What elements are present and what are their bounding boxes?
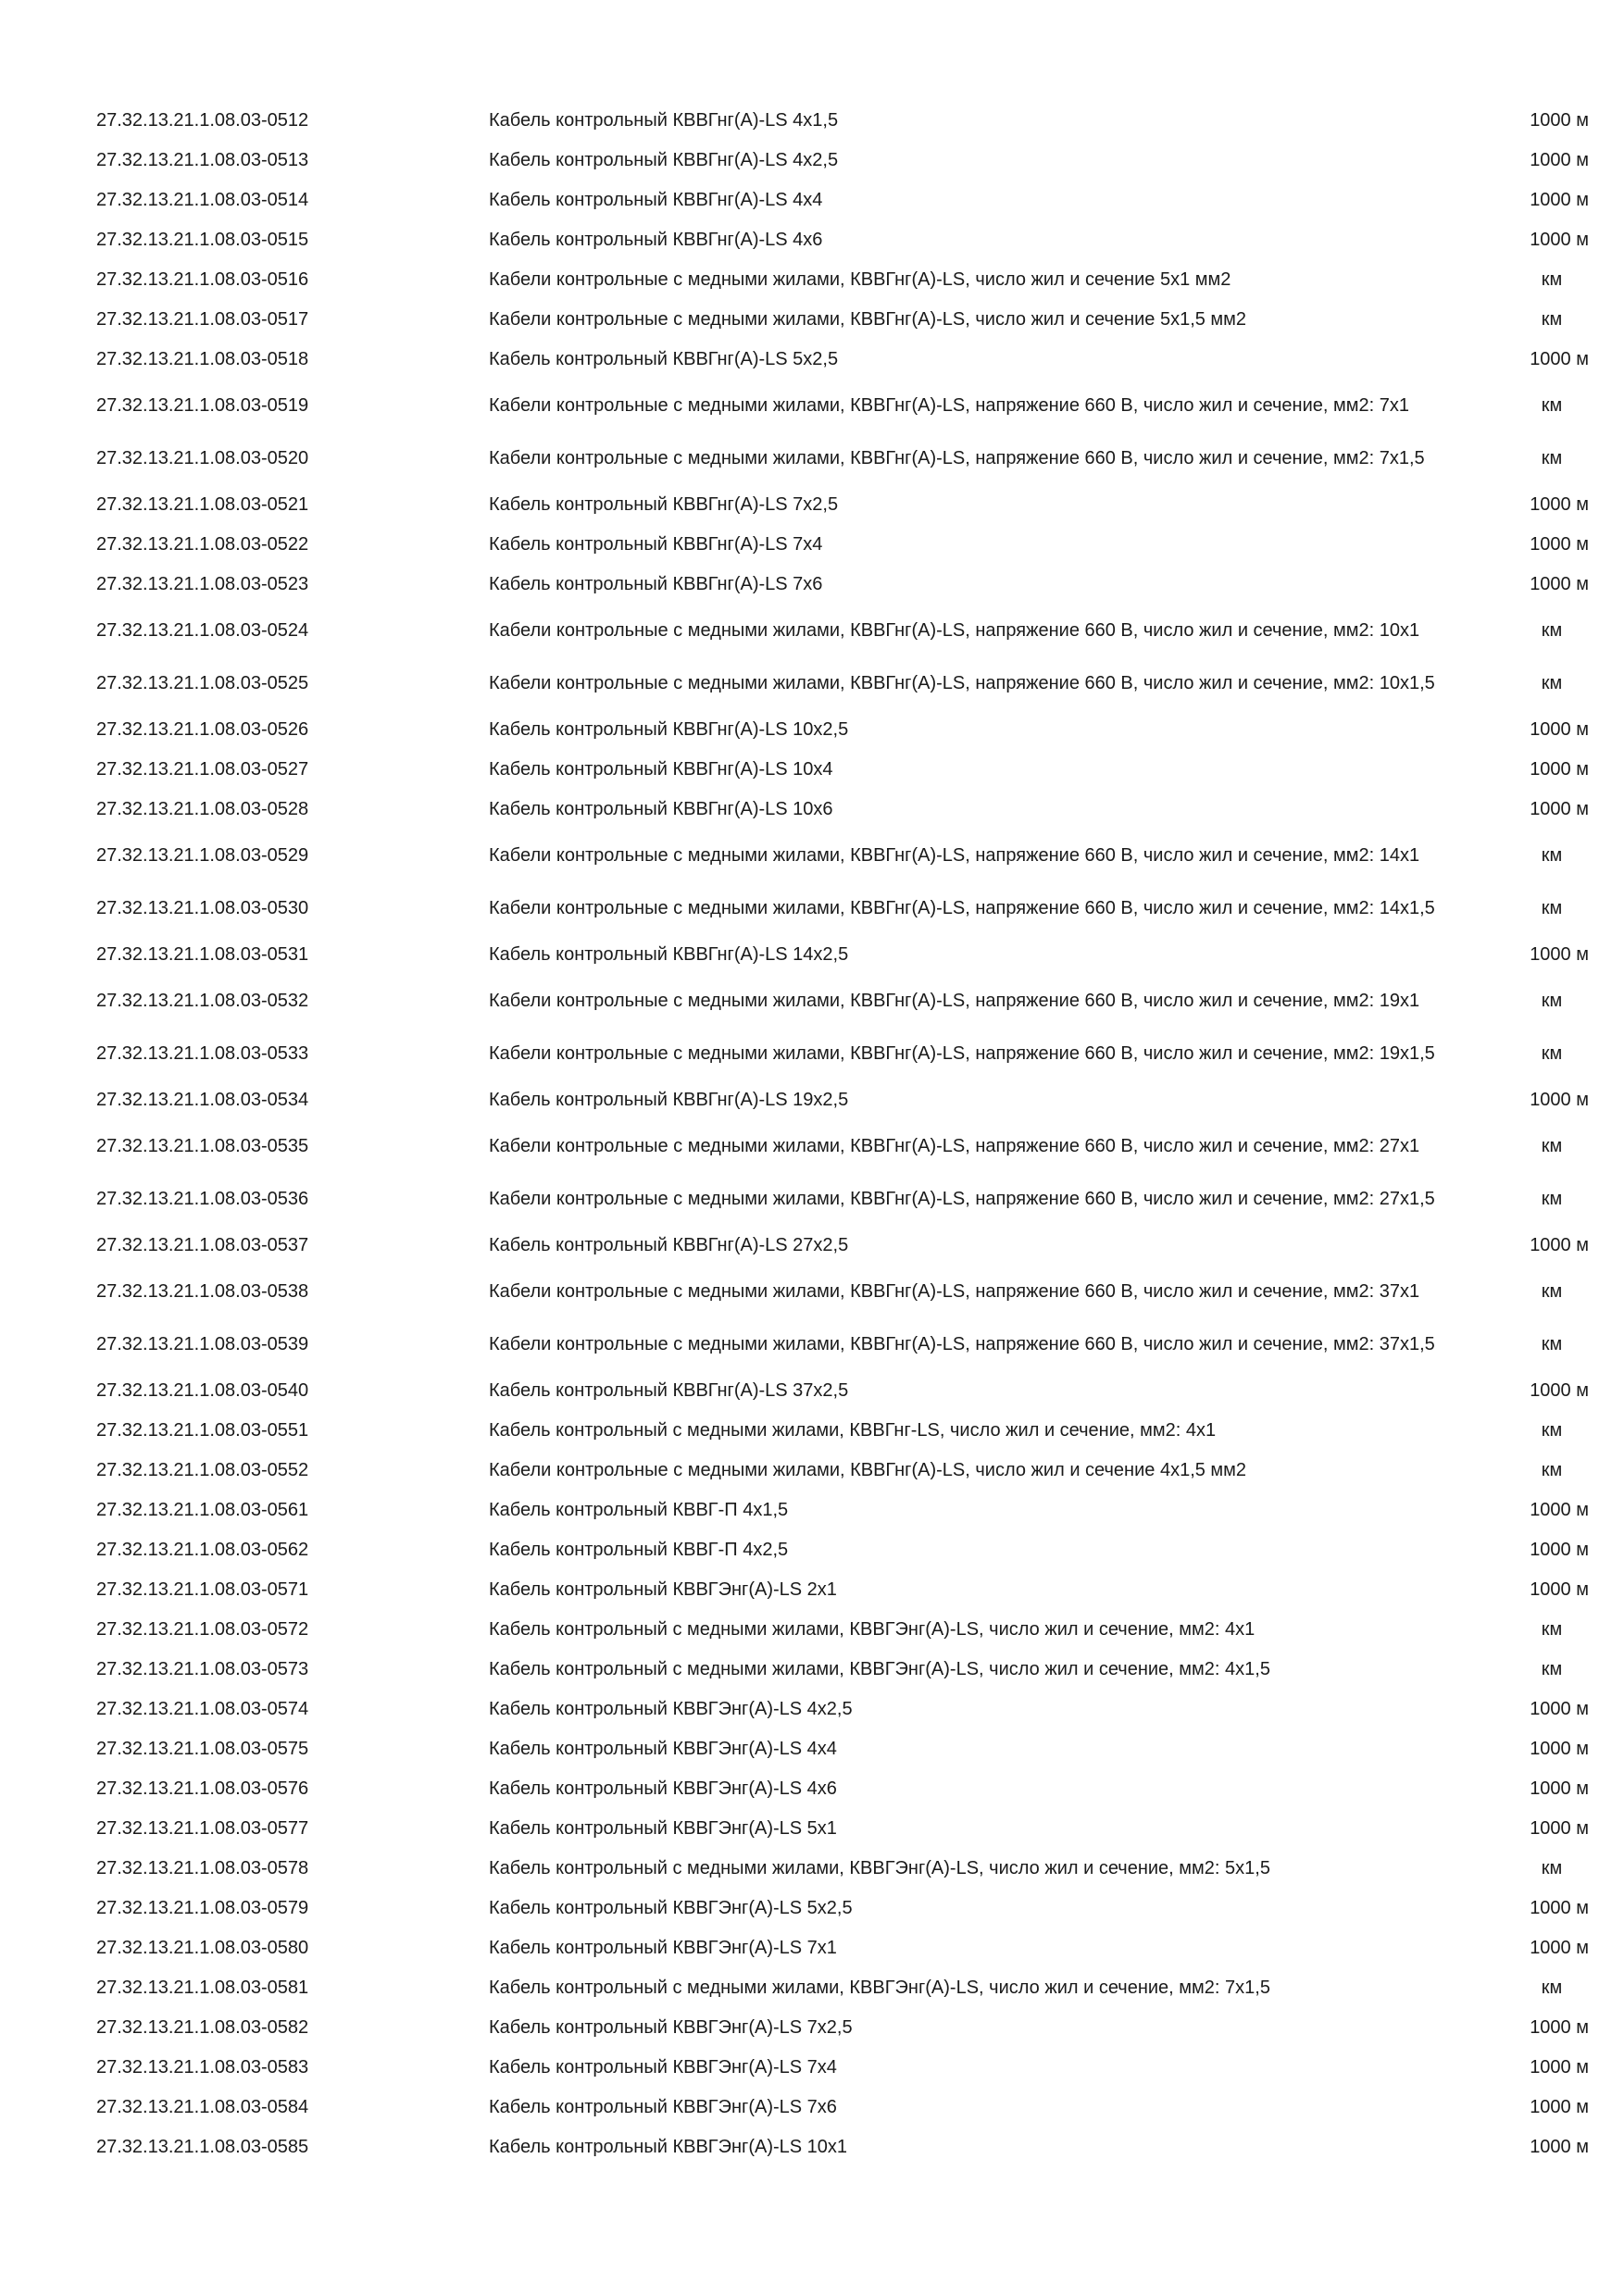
item-code: 27.32.13.21.1.08.03-0575 xyxy=(96,1738,309,1759)
item-unit: км xyxy=(1541,1977,1563,1998)
table-row xyxy=(96,1649,1589,1689)
item-code: 27.32.13.21.1.08.03-0535 xyxy=(96,1135,309,1156)
item-name: Кабели контрольные с медными жилами, КВВГнг(А)-LS, напряжение 660 В, число жил и сечение, мм2: 10х1 xyxy=(489,619,1420,641)
item-code: 27.32.13.21.1.08.03-0540 xyxy=(96,1379,309,1401)
item-code: 27.32.13.21.1.08.03-0551 xyxy=(96,1419,309,1441)
item-unit: км xyxy=(1541,1135,1563,1156)
item-unit: 1000 м xyxy=(1530,1897,1589,1918)
table-row xyxy=(96,1490,1589,1529)
item-unit: 1000 м xyxy=(1530,1539,1589,1560)
item-code: 27.32.13.21.1.08.03-0578 xyxy=(96,1857,309,1878)
item-name: Кабель контрольный КВВГнг(А)-LS 14х2,5 xyxy=(489,943,849,965)
item-name: Кабели контрольные с медными жилами, КВВГнг(А)-LS, напряжение 660 В, число жил и сечение, мм2: 19х1,5 xyxy=(489,1042,1435,1064)
table-row xyxy=(96,180,1589,219)
item-code: 27.32.13.21.1.08.03-0533 xyxy=(96,1042,309,1064)
item-code: 27.32.13.21.1.08.03-0514 xyxy=(96,189,309,210)
item-name: Кабель контрольный с медными жилами, КВВГнг-LS, число жил и сечение, мм2: 4х1 xyxy=(489,1419,1217,1441)
item-name: Кабель контрольный КВВГЭнг(А)-LS 4х2,5 xyxy=(489,1698,853,1719)
item-code: 27.32.13.21.1.08.03-0583 xyxy=(96,2056,309,2078)
item-unit: 1000 м xyxy=(1530,348,1589,369)
table-row xyxy=(96,431,1589,484)
item-code: 27.32.13.21.1.08.03-0577 xyxy=(96,1817,309,1839)
table-row xyxy=(96,524,1589,564)
item-unit: км xyxy=(1541,394,1563,416)
item-unit: км xyxy=(1541,1419,1563,1441)
item-unit: 1000 м xyxy=(1530,149,1589,170)
table-row xyxy=(96,1370,1589,1410)
item-name: Кабель контрольный КВВГнг(А)-LS 10х6 xyxy=(489,798,833,819)
table-row xyxy=(96,749,1589,789)
item-code: 27.32.13.21.1.08.03-0512 xyxy=(96,109,309,131)
item-name: Кабель контрольный КВВГнг(А)-LS 7х4 xyxy=(489,533,823,555)
item-name: Кабели контрольные с медными жилами, КВВГнг(А)-LS, напряжение 660 В, число жил и сечение, мм2: 14х1,5 xyxy=(489,897,1435,918)
table-row xyxy=(96,1967,1589,2007)
item-code: 27.32.13.21.1.08.03-0520 xyxy=(96,447,309,468)
item-name: Кабели контрольные с медными жилами, КВВГнг(А)-LS, число жил и сечение 5х1,5 мм2 xyxy=(489,308,1247,330)
item-unit: 1000 м xyxy=(1530,1738,1589,1759)
item-unit: км xyxy=(1541,268,1563,290)
item-code: 27.32.13.21.1.08.03-0573 xyxy=(96,1658,309,1679)
cable-catalog-table xyxy=(96,100,1589,2166)
table-row xyxy=(96,1265,1589,1317)
item-code: 27.32.13.21.1.08.03-0526 xyxy=(96,718,309,740)
item-name: Кабель контрольный КВВГЭнг(А)-LS 7х4 xyxy=(489,2056,837,2078)
item-unit: 1000 м xyxy=(1530,1499,1589,1520)
item-unit: 1000 м xyxy=(1530,2096,1589,2117)
item-code: 27.32.13.21.1.08.03-0522 xyxy=(96,533,309,555)
item-name: Кабель контрольный КВВГ-П 4х2,5 xyxy=(489,1539,789,1560)
table-row xyxy=(96,259,1589,299)
item-code: 27.32.13.21.1.08.03-0531 xyxy=(96,943,309,965)
item-name: Кабель контрольный КВВГнг(А)-LS 10х4 xyxy=(489,758,833,780)
item-name: Кабели контрольные с медными жилами, КВВГнг(А)-LS, число жил и сечение 5х1 мм2 xyxy=(489,268,1231,290)
item-unit: км xyxy=(1541,1459,1563,1480)
item-name: Кабель контрольный КВВГ-П 4х1,5 xyxy=(489,1499,789,1520)
item-name: Кабель контрольный КВВГнг(А)-LS 7х2,5 xyxy=(489,493,839,515)
item-code: 27.32.13.21.1.08.03-0517 xyxy=(96,308,309,330)
item-code: 27.32.13.21.1.08.03-0521 xyxy=(96,493,309,515)
table-row xyxy=(96,1225,1589,1265)
item-name: Кабель контрольный КВВГнг(А)-LS 4х2,5 xyxy=(489,149,839,170)
table-row xyxy=(96,1768,1589,1808)
item-code: 27.32.13.21.1.08.03-0581 xyxy=(96,1977,309,1998)
table-row xyxy=(96,881,1589,934)
item-unit: км xyxy=(1541,990,1563,1011)
table-row xyxy=(96,1450,1589,1490)
item-code: 27.32.13.21.1.08.03-0516 xyxy=(96,268,309,290)
item-unit: 1000 м xyxy=(1530,798,1589,819)
item-code: 27.32.13.21.1.08.03-0537 xyxy=(96,1234,309,1255)
item-code: 27.32.13.21.1.08.03-0571 xyxy=(96,1578,309,1600)
item-code: 27.32.13.21.1.08.03-0525 xyxy=(96,672,309,693)
table-row xyxy=(96,564,1589,604)
table-row xyxy=(96,1172,1589,1225)
item-unit: 1000 м xyxy=(1530,718,1589,740)
table-row xyxy=(96,1728,1589,1768)
item-code: 27.32.13.21.1.08.03-0515 xyxy=(96,229,309,250)
item-unit: 1000 м xyxy=(1530,573,1589,594)
item-name: Кабели контрольные с медными жилами, КВВГнг(А)-LS, напряжение 660 В, число жил и сечение, мм2: 14х1 xyxy=(489,844,1420,866)
item-name: Кабели контрольные с медными жилами, КВВГнг(А)-LS, число жил и сечение 4х1,5 мм2 xyxy=(489,1459,1247,1480)
item-code: 27.32.13.21.1.08.03-0580 xyxy=(96,1937,309,1958)
item-unit: 1000 м xyxy=(1530,2016,1589,2038)
item-name: Кабель контрольный КВВГЭнг(А)-LS 7х2,5 xyxy=(489,2016,853,2038)
item-unit: км xyxy=(1541,619,1563,641)
item-code: 27.32.13.21.1.08.03-0585 xyxy=(96,2136,309,2157)
item-unit: км xyxy=(1541,844,1563,866)
item-unit: км xyxy=(1541,1280,1563,1302)
item-name: Кабели контрольные с медными жилами, КВВГнг(А)-LS, напряжение 660 В, число жил и сечение, мм2: 7х1 xyxy=(489,394,1409,416)
item-code: 27.32.13.21.1.08.03-0530 xyxy=(96,897,309,918)
item-name: Кабели контрольные с медными жилами, КВВГнг(А)-LS, напряжение 660 В, число жил и сечение, мм2: 37х1 xyxy=(489,1280,1420,1302)
item-name: Кабель контрольный КВВГнг(А)-LS 27х2,5 xyxy=(489,1234,849,1255)
table-row xyxy=(96,1609,1589,1649)
table-row xyxy=(96,2047,1589,2087)
item-unit: км xyxy=(1541,308,1563,330)
item-name: Кабель контрольный с медными жилами, КВВГЭнг(А)-LS, число жил и сечение, мм2: 4х1,5 xyxy=(489,1658,1270,1679)
table-row xyxy=(96,1119,1589,1172)
item-unit: км xyxy=(1541,897,1563,918)
item-code: 27.32.13.21.1.08.03-0561 xyxy=(96,1499,309,1520)
item-unit: км xyxy=(1541,1188,1563,1209)
table-row xyxy=(96,829,1589,881)
table-row xyxy=(96,339,1589,379)
item-unit: 1000 м xyxy=(1530,1937,1589,1958)
item-code: 27.32.13.21.1.08.03-0534 xyxy=(96,1089,309,1110)
item-unit: 1000 м xyxy=(1530,2056,1589,2078)
item-name: Кабели контрольные с медными жилами, КВВГнг(А)-LS, напряжение 660 В, число жил и сечение, мм2: 19х1 xyxy=(489,990,1420,1011)
table-row xyxy=(96,709,1589,749)
item-name: Кабели контрольные с медными жилами, КВВГнг(А)-LS, напряжение 660 В, число жил и сечение, мм2: 10х1,5 xyxy=(489,672,1435,693)
item-code: 27.32.13.21.1.08.03-0532 xyxy=(96,990,309,1011)
item-unit: 1000 м xyxy=(1530,1578,1589,1600)
item-unit: 1000 м xyxy=(1530,1698,1589,1719)
item-unit: 1000 м xyxy=(1530,1778,1589,1799)
item-code: 27.32.13.21.1.08.03-0579 xyxy=(96,1897,309,1918)
table-row xyxy=(96,2127,1589,2166)
table-row xyxy=(96,1529,1589,1569)
table-row xyxy=(96,1689,1589,1728)
item-code: 27.32.13.21.1.08.03-0576 xyxy=(96,1778,309,1799)
table-row xyxy=(96,2007,1589,2047)
item-code: 27.32.13.21.1.08.03-0574 xyxy=(96,1698,309,1719)
item-name: Кабель контрольный КВВГнг(А)-LS 4х4 xyxy=(489,189,823,210)
catalog-rows xyxy=(96,100,1589,2166)
item-code: 27.32.13.21.1.08.03-0519 xyxy=(96,394,309,416)
item-name: Кабель контрольный с медными жилами, КВВГЭнг(А)-LS, число жил и сечение, мм2: 4х1 xyxy=(489,1618,1255,1640)
table-row xyxy=(96,1317,1589,1370)
item-code: 27.32.13.21.1.08.03-0529 xyxy=(96,844,309,866)
table-row xyxy=(96,1410,1589,1450)
item-code: 27.32.13.21.1.08.03-0527 xyxy=(96,758,309,780)
item-name: Кабель контрольный КВВГнг(А)-LS 4х1,5 xyxy=(489,109,839,131)
item-code: 27.32.13.21.1.08.03-0538 xyxy=(96,1280,309,1302)
table-row xyxy=(96,974,1589,1027)
item-name: Кабель контрольный КВВГЭнг(А)-LS 7х1 xyxy=(489,1937,837,1958)
item-name: Кабель контрольный КВВГЭнг(А)-LS 7х6 xyxy=(489,2096,837,2117)
item-name: Кабель контрольный с медными жилами, КВВГЭнг(А)-LS, число жил и сечение, мм2: 5х1,5 xyxy=(489,1857,1270,1878)
item-code: 27.32.13.21.1.08.03-0528 xyxy=(96,798,309,819)
item-unit: 1000 м xyxy=(1530,943,1589,965)
table-row xyxy=(96,219,1589,259)
table-row xyxy=(96,656,1589,709)
item-name: Кабель контрольный КВВГЭнг(А)-LS 5х2,5 xyxy=(489,1897,853,1918)
table-row xyxy=(96,1808,1589,1848)
item-code: 27.32.13.21.1.08.03-0582 xyxy=(96,2016,309,2038)
item-unit: 1000 м xyxy=(1530,1089,1589,1110)
table-row xyxy=(96,140,1589,180)
item-unit: 1000 м xyxy=(1530,1379,1589,1401)
item-code: 27.32.13.21.1.08.03-0539 xyxy=(96,1333,309,1354)
item-unit: 1000 м xyxy=(1530,2136,1589,2157)
table-row xyxy=(96,604,1589,656)
table-row xyxy=(96,789,1589,829)
item-unit: км xyxy=(1541,1333,1563,1354)
item-unit: 1000 м xyxy=(1530,758,1589,780)
item-name: Кабель контрольный КВВГнг(А)-LS 19х2,5 xyxy=(489,1089,849,1110)
table-row xyxy=(96,299,1589,339)
item-code: 27.32.13.21.1.08.03-0536 xyxy=(96,1188,309,1209)
item-unit: км xyxy=(1541,1658,1563,1679)
item-unit: км xyxy=(1541,672,1563,693)
table-row xyxy=(96,1027,1589,1079)
item-unit: км xyxy=(1541,1042,1563,1064)
item-name: Кабели контрольные с медными жилами, КВВГнг(А)-LS, напряжение 660 В, число жил и сечение, мм2: 7х1,5 xyxy=(489,447,1425,468)
table-row xyxy=(96,1928,1589,1967)
item-code: 27.32.13.21.1.08.03-0523 xyxy=(96,573,309,594)
table-row xyxy=(96,100,1589,140)
item-name: Кабель контрольный КВВГЭнг(А)-LS 2х1 xyxy=(489,1578,837,1600)
item-unit: 1000 м xyxy=(1530,1817,1589,1839)
item-name: Кабель контрольный КВВГЭнг(А)-LS 10х1 xyxy=(489,2136,848,2157)
item-name: Кабель контрольный КВВГнг(А)-LS 7х6 xyxy=(489,573,823,594)
table-row xyxy=(96,1079,1589,1119)
item-unit: км xyxy=(1541,447,1563,468)
item-unit: 1000 м xyxy=(1530,229,1589,250)
item-code: 27.32.13.21.1.08.03-0572 xyxy=(96,1618,309,1640)
item-name: Кабель контрольный КВВГнг(А)-LS 10х2,5 xyxy=(489,718,849,740)
table-row xyxy=(96,379,1589,431)
item-name: Кабель контрольный КВВГЭнг(А)-LS 5х1 xyxy=(489,1817,837,1839)
item-code: 27.32.13.21.1.08.03-0584 xyxy=(96,2096,309,2117)
item-unit: км xyxy=(1541,1857,1563,1878)
table-row xyxy=(96,1569,1589,1609)
item-code: 27.32.13.21.1.08.03-0562 xyxy=(96,1539,309,1560)
item-unit: 1000 м xyxy=(1530,109,1589,131)
table-row xyxy=(96,1848,1589,1888)
item-name: Кабель контрольный с медными жилами, КВВГЭнг(А)-LS, число жил и сечение, мм2: 7х1,5 xyxy=(489,1977,1270,1998)
item-code: 27.32.13.21.1.08.03-0513 xyxy=(96,149,309,170)
item-name: Кабель контрольный КВВГнг(А)-LS 4х6 xyxy=(489,229,823,250)
item-name: Кабель контрольный КВВГнг(А)-LS 37х2,5 xyxy=(489,1379,849,1401)
item-name: Кабели контрольные с медными жилами, КВВГнг(А)-LS, напряжение 660 В, число жил и сечение, мм2: 27х1 xyxy=(489,1135,1420,1156)
table-row xyxy=(96,2087,1589,2127)
item-code: 27.32.13.21.1.08.03-0552 xyxy=(96,1459,309,1480)
item-unit: 1000 м xyxy=(1530,1234,1589,1255)
item-unit: 1000 м xyxy=(1530,533,1589,555)
item-name: Кабель контрольный КВВГЭнг(А)-LS 4х6 xyxy=(489,1778,837,1799)
item-code: 27.32.13.21.1.08.03-0524 xyxy=(96,619,309,641)
table-row xyxy=(96,934,1589,974)
item-code: 27.32.13.21.1.08.03-0518 xyxy=(96,348,309,369)
item-unit: 1000 м xyxy=(1530,189,1589,210)
item-name: Кабели контрольные с медными жилами, КВВГнг(А)-LS, напряжение 660 В, число жил и сечение, мм2: 27х1,5 xyxy=(489,1188,1435,1209)
table-row xyxy=(96,1888,1589,1928)
item-name: Кабель контрольный КВВГЭнг(А)-LS 4х4 xyxy=(489,1738,837,1759)
item-unit: 1000 м xyxy=(1530,493,1589,515)
item-name: Кабели контрольные с медными жилами, КВВГнг(А)-LS, напряжение 660 В, число жил и сечение, мм2: 37х1,5 xyxy=(489,1333,1435,1354)
item-name: Кабель контрольный КВВГнг(А)-LS 5х2,5 xyxy=(489,348,839,369)
item-unit: км xyxy=(1541,1618,1563,1640)
table-row xyxy=(96,484,1589,524)
